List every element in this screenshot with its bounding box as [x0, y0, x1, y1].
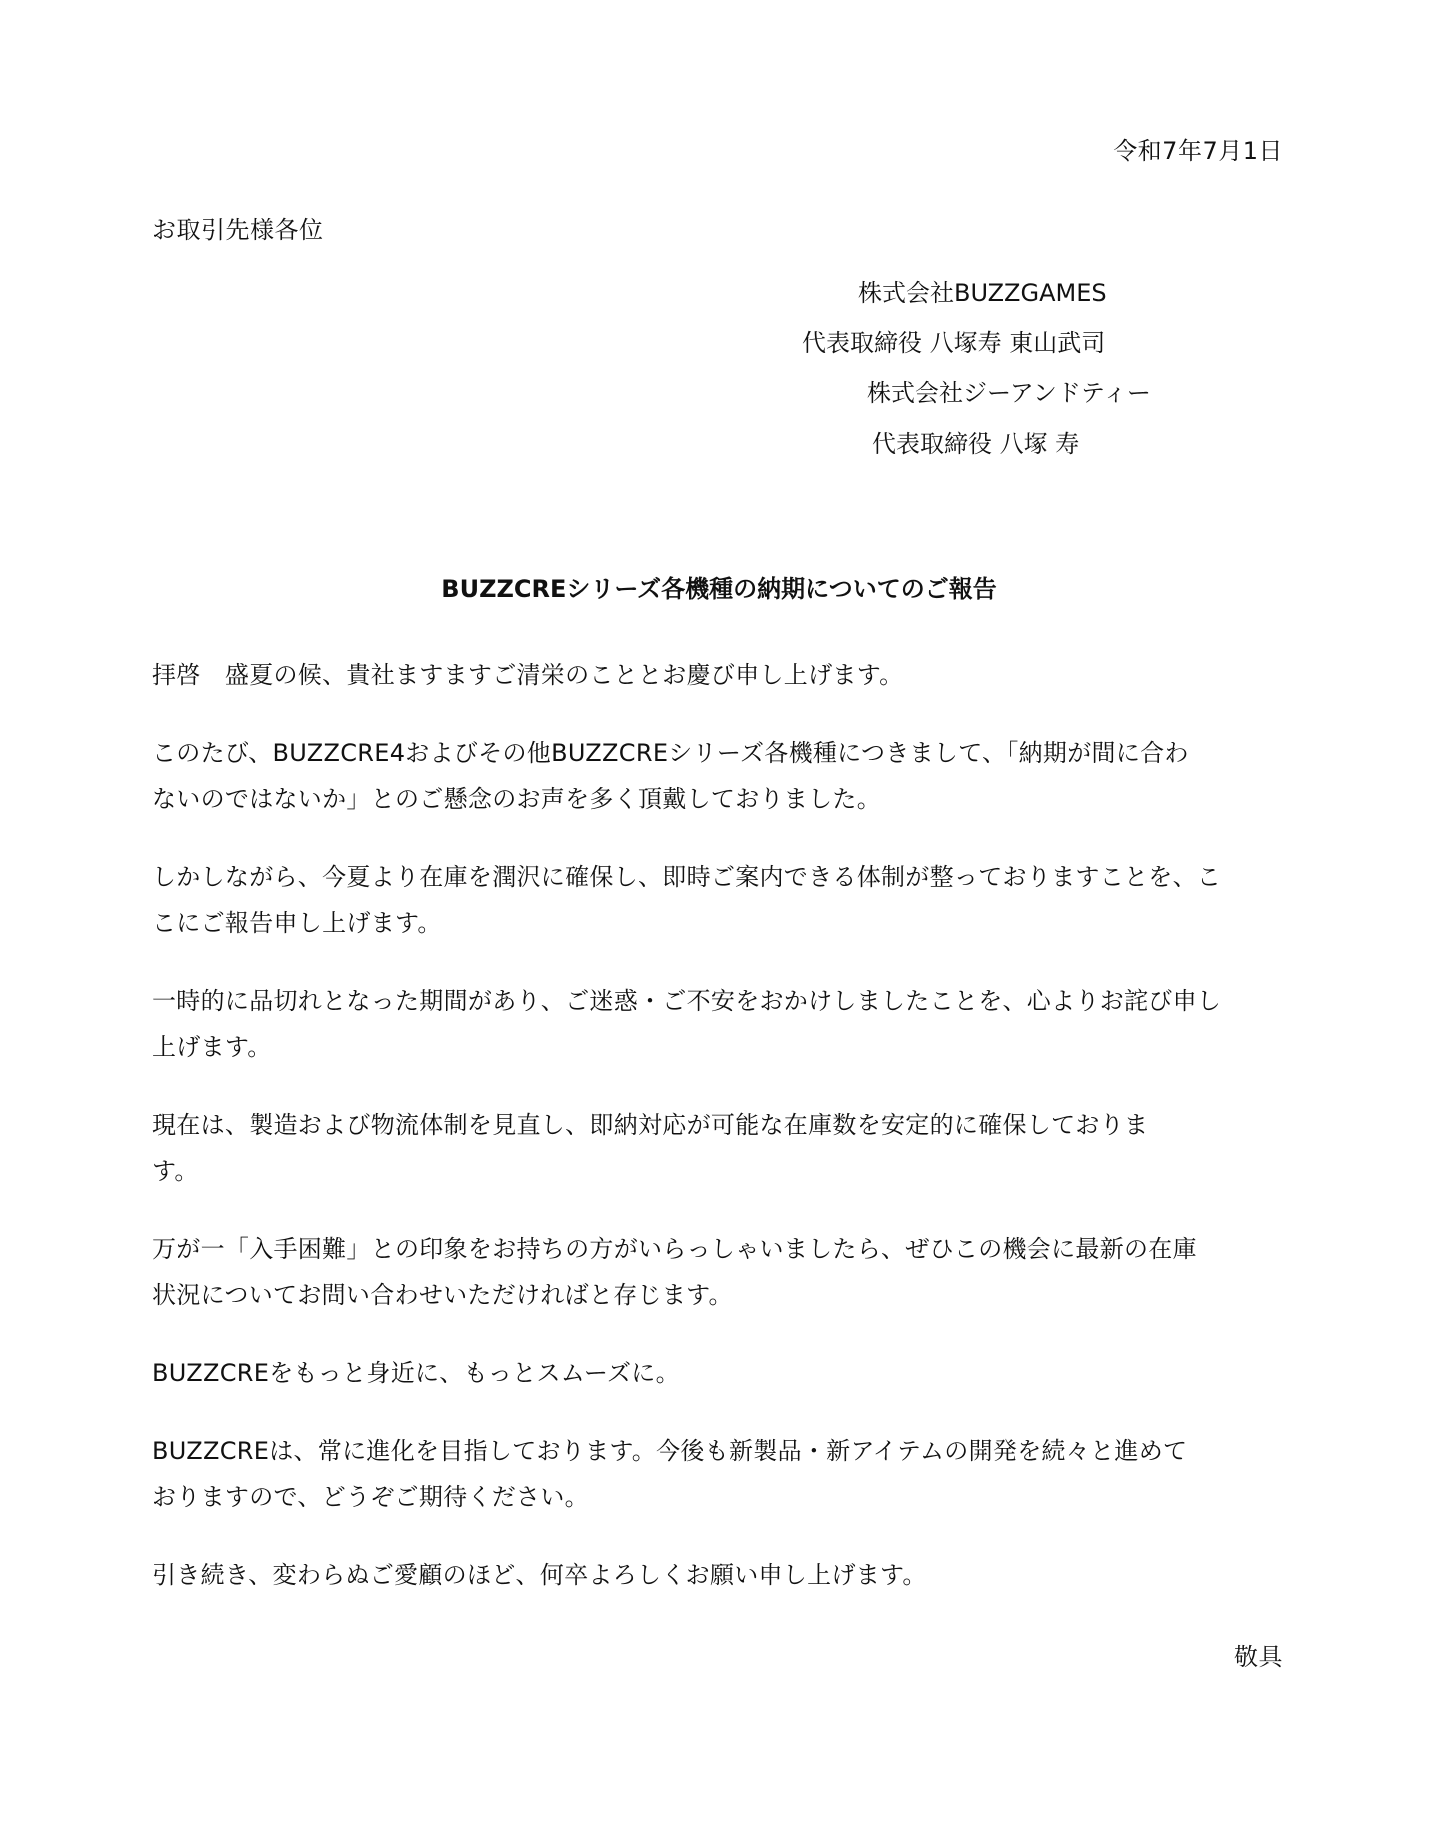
paragraph-line: BUZZCREは、常に進化を目指しております。今後も新製品・新アイテムの開発を続々と進めて [152, 1437, 1188, 1465]
sender-company-1: 株式会社BUZZGAMES [858, 279, 1107, 307]
letter-closing: 敬具 [1234, 1643, 1283, 1671]
paragraph-line: 一時的に品切れとなった期間があり、ご迷惑・ご不安をおかけしましたことを、心よりお詫び申し [152, 987, 1222, 1015]
paragraph-line: こにご報告申し上げます。 [152, 909, 442, 937]
paragraph-line: 現在は、製造および物流体制を見直し、即納対応が可能な在庫数を安定的に確保しておりま [152, 1111, 1149, 1139]
sender-company-2: 株式会社ジーアンドティー [867, 379, 1151, 407]
paragraph-line: す。 [152, 1157, 199, 1185]
paragraph-concern [152, 730, 1287, 822]
paragraph-line: 万が一「入手困難」との印象をお持ちの方がいらっしゃいましたら、ぜひこの機会に最新の在庫 [152, 1235, 1197, 1263]
paragraph-line: おりますので、どうぞご期待ください。 [152, 1483, 589, 1511]
paragraph-line: 拝啓 盛夏の候、貴社ますますご清栄のこととお慶び申し上げます。 [152, 661, 904, 689]
paragraph-closing-request [152, 1552, 1287, 1598]
paragraph-current-status [152, 1102, 1287, 1194]
paragraph-inquiry [152, 1226, 1287, 1318]
paragraph-stock-report [152, 854, 1287, 946]
paragraph-line: しかしながら、今夏より在庫を潤沢に確保し、即時ご案内できる体制が整っておりますことを、こ [152, 863, 1222, 891]
paragraph-line: ないのではないか」とのご懸念のお声を多く頂戴しておりました。 [152, 785, 881, 813]
sender-representative-1: 代表取締役 八塚寿 東山武司 [802, 329, 1106, 357]
paragraph-line: 引き続き、変わらぬご愛顧のほど、何卒よろしくお願い申し上げます。 [152, 1561, 927, 1589]
sender-representative-2: 代表取締役 八塚 寿 [872, 430, 1080, 458]
paragraph-slogan [152, 1350, 1287, 1396]
paragraph-line: 状況についてお問い合わせいただければと存じます。 [152, 1281, 733, 1309]
paragraph-apology [152, 978, 1287, 1070]
paragraph-line: BUZZCREをもっと身近に、もっとスムーズに。 [152, 1359, 680, 1387]
letter-title: BUZZCREシリーズ各機種の納期についてのご報告 [441, 575, 997, 603]
paragraph-line: このたび、BUZZCRE4およびその他BUZZCREシリーズ各機種につきまして、「納期が間に合わ [152, 739, 1189, 767]
letter-body [152, 652, 1287, 1630]
paragraph-greeting [152, 652, 1287, 698]
paragraph-line: 上げます。 [152, 1033, 272, 1061]
letter-recipient: お取引先様各位 [152, 216, 324, 244]
letter-date: 令和7年7月1日 [1113, 137, 1283, 165]
paragraph-development [152, 1428, 1287, 1520]
